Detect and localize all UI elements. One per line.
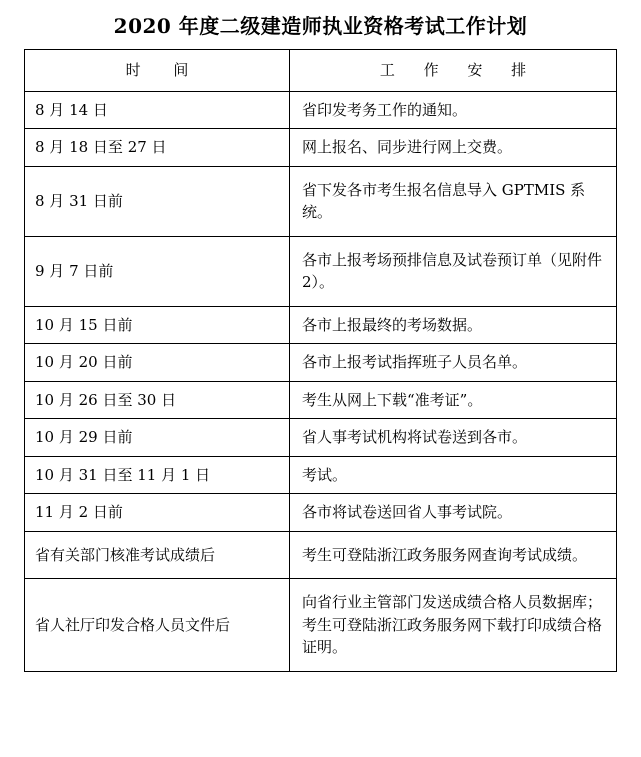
table-row — [25, 129, 617, 167]
cell-time: 10 月 26 日至 30 日 — [25, 381, 290, 419]
column-header-task-label: 工 作 安 排 — [379, 61, 539, 79]
page-title: 2020 年度二级建造师执业资格考试工作计划 — [113, 14, 528, 38]
table-row — [25, 236, 617, 306]
table-row — [25, 381, 617, 419]
cell-time: 8 月 18 日至 27 日 — [25, 129, 290, 167]
cell-time: 11 月 2 日前 — [25, 494, 290, 532]
cell-task: 考试。 — [290, 456, 617, 494]
table-header — [25, 50, 617, 92]
cell-task: 省印发考务工作的通知。 — [290, 91, 617, 129]
cell-task: 各市上报考试指挥班子人员名单。 — [290, 344, 617, 382]
cell-task: 各市上报考场预排信息及试卷预订单（见附件 2）。 — [290, 236, 617, 306]
cell-task: 网上报名、同步进行网上交费。 — [290, 129, 617, 167]
cell-time: 10 月 29 日前 — [25, 419, 290, 457]
table-row — [25, 419, 617, 457]
cell-task: 省下发各市考生报名信息导入 GPTMIS 系统。 — [290, 166, 617, 236]
cell-time: 10 月 20 日前 — [25, 344, 290, 382]
cell-time: 省人社厅印发合格人员文件后 — [25, 579, 290, 672]
table-header-row — [25, 50, 617, 92]
table-row — [25, 531, 617, 579]
cell-task: 各市将试卷送回省人事考试院。 — [290, 494, 617, 532]
cell-time: 8 月 14 日 — [25, 91, 290, 129]
table-row — [25, 456, 617, 494]
cell-time: 8 月 31 日前 — [25, 166, 290, 236]
table-row — [25, 494, 617, 532]
column-header-task — [290, 50, 617, 92]
cell-task: 考生可登陆浙江政务服务网查询考试成绩。 — [290, 531, 617, 579]
cell-task: 各市上报最终的考场数据。 — [290, 306, 617, 344]
work-plan-table — [24, 49, 617, 672]
cell-task: 向省行业主管部门发送成绩合格人员数据库； 考生可登陆浙江政务服务网下载打印成绩合格证明。 — [290, 579, 617, 672]
table-row — [25, 91, 617, 129]
cell-time: 9 月 7 日前 — [25, 236, 290, 306]
cell-time: 10 月 15 日前 — [25, 306, 290, 344]
cell-task: 省人事考试机构将试卷送到各市。 — [290, 419, 617, 457]
cell-time: 10 月 31 日至 11 月 1 日 — [25, 456, 290, 494]
column-header-time-label: 时 间 — [125, 61, 203, 79]
table-row — [25, 344, 617, 382]
cell-task: 考生从网上下载“准考证”。 — [290, 381, 617, 419]
table-row — [25, 579, 617, 672]
table-body — [25, 91, 617, 671]
column-header-time — [25, 50, 290, 92]
cell-time: 省有关部门核准考试成绩后 — [25, 531, 290, 579]
table-row — [25, 306, 617, 344]
table-row — [25, 166, 617, 236]
